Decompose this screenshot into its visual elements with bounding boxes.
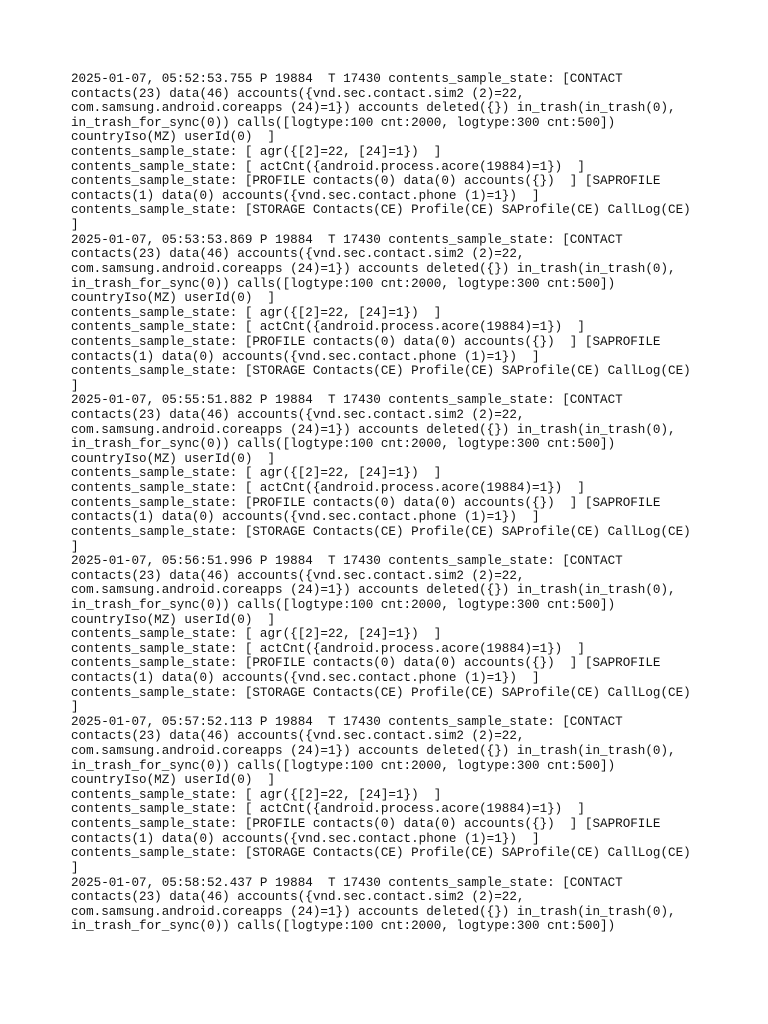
log-line: in_trash_for_sync(0)) calls([logtype:100 cnt:2000, logtype:300 cnt:500]) bbox=[71, 437, 616, 452]
log-line: 2025-01-07, 05:58:52.437 P 19884 T 17430 contents_sample_state: [CONTACT bbox=[71, 875, 623, 890]
log-line: contents_sample_state: [STORAGE Contacts(CE) Profile(CE) SAProfile(CE) CallLog(CE) bbox=[71, 685, 691, 700]
log-line: in_trash_for_sync(0)) calls([logtype:100 cnt:2000, logtype:300 cnt:500]) bbox=[71, 597, 616, 612]
log-line: contacts(23) data(46) accounts({vnd.sec.contact.sim2 (2)=22, bbox=[71, 729, 525, 744]
log-line: countryIso(MZ) userId(0) ] bbox=[71, 451, 276, 466]
log-text-block bbox=[71, 72, 751, 934]
log-line: contacts(1) data(0) accounts({vnd.sec.contact.phone (1)=1}) ] bbox=[71, 670, 540, 685]
log-line: ] bbox=[71, 860, 79, 875]
log-line: countryIso(MZ) userId(0) ] bbox=[71, 612, 276, 627]
log-line: com.samsung.android.coreapps (24)=1}) accounts deleted({}) in_trash(in_trash(0), bbox=[71, 904, 676, 919]
log-line: contents_sample_state: [ agr({[2]=22, [24]=1}) ] bbox=[71, 787, 442, 802]
log-line: contents_sample_state: [STORAGE Contacts(CE) Profile(CE) SAProfile(CE) CallLog(CE) bbox=[71, 364, 691, 379]
log-line: contents_sample_state: [ agr({[2]=22, [24]=1}) ] bbox=[71, 145, 442, 160]
log-line: contents_sample_state: [ actCnt({android.process.acore(19884)=1}) ] bbox=[71, 159, 585, 174]
log-line: contents_sample_state: [STORAGE Contacts(CE) Profile(CE) SAProfile(CE) CallLog(CE) bbox=[71, 524, 691, 539]
log-line: com.samsung.android.coreapps (24)=1}) accounts deleted({}) in_trash(in_trash(0), bbox=[71, 744, 676, 759]
log-line: contents_sample_state: [PROFILE contacts(0) data(0) accounts({}) ] [SAPROFILE bbox=[71, 174, 661, 189]
log-line: contacts(23) data(46) accounts({vnd.sec.contact.sim2 (2)=22, bbox=[71, 568, 525, 583]
log-line: contacts(1) data(0) accounts({vnd.sec.contact.phone (1)=1}) ] bbox=[71, 510, 540, 525]
log-line: contents_sample_state: [ agr({[2]=22, [24]=1}) ] bbox=[71, 305, 442, 320]
log-line: countryIso(MZ) userId(0) ] bbox=[71, 130, 276, 145]
log-line: contacts(1) data(0) accounts({vnd.sec.contact.phone (1)=1}) ] bbox=[71, 188, 540, 203]
log-line: contents_sample_state: [PROFILE contacts(0) data(0) accounts({}) ] [SAPROFILE bbox=[71, 334, 661, 349]
log-line: com.samsung.android.coreapps (24)=1}) accounts deleted({}) in_trash(in_trash(0), bbox=[71, 261, 676, 276]
log-line: com.samsung.android.coreapps (24)=1}) accounts deleted({}) in_trash(in_trash(0), bbox=[71, 422, 676, 437]
log-line: 2025-01-07, 05:53:53.869 P 19884 T 17430 contents_sample_state: [CONTACT bbox=[71, 232, 623, 247]
log-line: contacts(1) data(0) accounts({vnd.sec.contact.phone (1)=1}) ] bbox=[71, 831, 540, 846]
log-line: contents_sample_state: [PROFILE contacts(0) data(0) accounts({}) ] [SAPROFILE bbox=[71, 656, 661, 671]
log-line: 2025-01-07, 05:52:53.755 P 19884 T 17430 contents_sample_state: [CONTACT bbox=[71, 72, 623, 86]
log-line: contents_sample_state: [ actCnt({android.process.acore(19884)=1}) ] bbox=[71, 802, 585, 817]
log-line: contacts(1) data(0) accounts({vnd.sec.contact.phone (1)=1}) ] bbox=[71, 349, 540, 364]
log-line: contents_sample_state: [ actCnt({android.process.acore(19884)=1}) ] bbox=[71, 481, 585, 496]
log-line: in_trash_for_sync(0)) calls([logtype:100 cnt:2000, logtype:300 cnt:500]) bbox=[71, 919, 616, 934]
log-line: ] bbox=[71, 218, 79, 233]
log-line: contents_sample_state: [ agr({[2]=22, [24]=1}) ] bbox=[71, 627, 442, 642]
log-line: contacts(23) data(46) accounts({vnd.sec.contact.sim2 (2)=22, bbox=[71, 86, 525, 101]
log-line: in_trash_for_sync(0)) calls([logtype:100 cnt:2000, logtype:300 cnt:500]) bbox=[71, 276, 616, 291]
log-line: com.samsung.android.coreapps (24)=1}) accounts deleted({}) in_trash(in_trash(0), bbox=[71, 101, 676, 116]
log-line: countryIso(MZ) userId(0) ] bbox=[71, 291, 276, 306]
log-line: contacts(23) data(46) accounts({vnd.sec.contact.sim2 (2)=22, bbox=[71, 408, 525, 423]
log-line: contents_sample_state: [STORAGE Contacts(CE) Profile(CE) SAProfile(CE) CallLog(CE) bbox=[71, 203, 691, 218]
log-line: ] bbox=[71, 539, 79, 554]
log-line: 2025-01-07, 05:56:51.996 P 19884 T 17430 contents_sample_state: [CONTACT bbox=[71, 554, 623, 569]
log-line: in_trash_for_sync(0)) calls([logtype:100 cnt:2000, logtype:300 cnt:500]) bbox=[71, 758, 616, 773]
log-line: ] bbox=[71, 700, 79, 715]
log-line: contacts(23) data(46) accounts({vnd.sec.contact.sim2 (2)=22, bbox=[71, 890, 525, 905]
log-line: contents_sample_state: [PROFILE contacts(0) data(0) accounts({}) ] [SAPROFILE bbox=[71, 495, 661, 510]
log-line: 2025-01-07, 05:55:51.882 P 19884 T 17430 contents_sample_state: [CONTACT bbox=[71, 393, 623, 408]
log-line: contents_sample_state: [ agr({[2]=22, [24]=1}) ] bbox=[71, 466, 442, 481]
log-line: ] bbox=[71, 378, 79, 393]
log-line: contacts(23) data(46) accounts({vnd.sec.contact.sim2 (2)=22, bbox=[71, 247, 525, 262]
log-line: contents_sample_state: [ actCnt({android.process.acore(19884)=1}) ] bbox=[71, 320, 585, 335]
log-line: contents_sample_state: [PROFILE contacts(0) data(0) accounts({}) ] [SAPROFILE bbox=[71, 817, 661, 832]
log-line: in_trash_for_sync(0)) calls([logtype:100 cnt:2000, logtype:300 cnt:500]) bbox=[71, 115, 616, 130]
log-line: countryIso(MZ) userId(0) ] bbox=[71, 773, 276, 788]
log-line: contents_sample_state: [ actCnt({android.process.acore(19884)=1}) ] bbox=[71, 641, 585, 656]
log-line: com.samsung.android.coreapps (24)=1}) accounts deleted({}) in_trash(in_trash(0), bbox=[71, 583, 676, 598]
log-line: contents_sample_state: [STORAGE Contacts(CE) Profile(CE) SAProfile(CE) CallLog(CE) bbox=[71, 846, 691, 861]
log-line: 2025-01-07, 05:57:52.113 P 19884 T 17430 contents_sample_state: [CONTACT bbox=[71, 714, 623, 729]
